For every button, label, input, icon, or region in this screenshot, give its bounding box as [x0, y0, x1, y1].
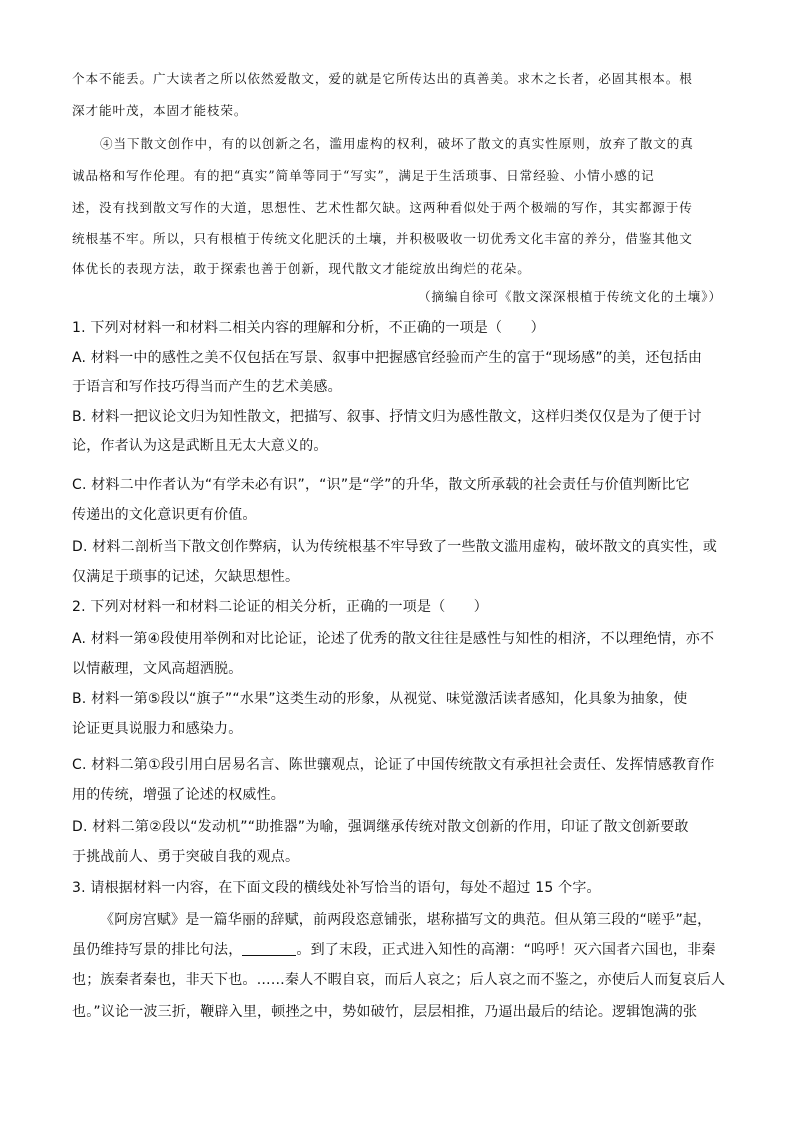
- question-2-option-b-cont: 论证更具说服力和感染力。: [72, 721, 243, 737]
- material-line: 诚品格和写作伦理。有的把“真实”简单等同于“写实”，满足于生活琐事、日常经验、小情小感的记: [72, 168, 655, 183]
- source-citation: （摘编自徐可《散文深深根植于传统文化的土壤》）: [417, 289, 722, 304]
- question-1: 1. 下列对材料一和材料二相关内容的理解和分析，不正确的一项是（ ）: [72, 320, 545, 336]
- answer-blank[interactable]: [242, 941, 296, 956]
- question-1-option-c-cont: 传递出的文化意识更有价值。: [72, 507, 257, 523]
- passage-text: 虽仍维持写景的排比句法，: [72, 942, 243, 958]
- question-1-option-a: A. 材料一中的感性之美不仅包括在写景、叙事中把握感官经验而产生的富于“现场感”的美，还包括由: [72, 350, 703, 366]
- question-2-option-d: D. 材料二第②段以“发动机”“助推器”为喻，强调继承传统对散文创新的作用，印证了散文创新要敢: [72, 819, 689, 835]
- question-3-passage-line: [72, 939, 716, 959]
- question-2-option-a-cont: 以情蔽理，文风高超洒脱。: [72, 661, 243, 677]
- question-2-option-d-cont: 于挑战前人、勇于突破自我的观点。: [72, 849, 300, 865]
- material-line: 体优长的表现方法，敢于探索也善于创新，现代散文才能绽放出绚烂的花朵。: [72, 261, 531, 276]
- question-2-option-c-cont: 用的传统，增强了论述的权威性。: [72, 787, 285, 803]
- question-2: 2. 下列对材料一和材料二论证的相关分析，正确的一项是（ ）: [72, 599, 489, 615]
- material-line: 个本不能丢。广大读者之所以依然爱散文，爱的就是它所传达出的真善美。求木之长者，必固其根本。根: [72, 71, 693, 86]
- question-2-option-c: C. 材料二第①段引用白居易名言、陈世骧观点，论证了中国传统散文有承担社会责任、发挥情感教育作: [72, 757, 715, 773]
- question-1-option-a-cont: 于语言和写作技巧得当而产生的艺术美感。: [72, 379, 342, 395]
- question-1-option-c: C. 材料二中作者认为“有学未必有识”，“识”是“学”的升华，散文所承载的社会责任与价值判断比它: [72, 477, 690, 493]
- material-line: 深才能叶茂，本固才能枝荣。: [72, 103, 248, 118]
- material-paragraph-4: ④当下散文创作中，有的以创新之名，滥用虚构的权利，破坏了散文的真实性原则，放弃了散文的真: [100, 136, 694, 151]
- question-3-passage-line: 也。”议论一波三折，鞭辟入里，顿挫之中，势如破竹，层层相推，乃逼出最后的结论。逻辑饱满的张: [72, 1004, 698, 1020]
- passage-text: 。到了末段，正式进入知性的高潮：“呜呼！灭六国者六国也，非秦: [296, 942, 716, 958]
- question-2-option-a: A. 材料一第④段使用举例和对比论证，论述了优秀的散文往往是感性与知性的相济，不以理绝情，亦不: [72, 631, 715, 647]
- question-2-option-b: B. 材料一第⑤段以“旗子”“水果”这类生动的形象，从视觉、味觉激活读者感知，化具象为抽象，使: [72, 691, 688, 707]
- question-3-passage-line: 也；族秦者秦也，非天下也。……秦人不暇自哀，而后人哀之；后人哀之而不鉴之，亦使后人而复哀后人: [72, 972, 726, 988]
- question-1-option-b: B. 材料一把议论文归为知性散文，把描写、叙事、抒情文归为感性散文，这样归类仅仅是为了便于讨: [72, 409, 702, 425]
- question-1-option-d-cont: 仅满足于琐事的记述，欠缺思想性。: [72, 569, 300, 585]
- question-1-option-d: D. 材料二剖析当下散文创作弊病，认为传统根基不牢导致了一些散文滥用虚构，破坏散文的真实性，或: [72, 539, 718, 555]
- question-3-passage: 《阿房宫赋》是一篇华丽的辞赋，前两段恣意铺张，堪称描写文的典范。但从第三段的“嗟乎”起，: [100, 912, 712, 928]
- material-line: 统根基不牢。所以，只有根植于传统文化肥沃的土壤，并积极吸收一切优秀文化丰富的养分，借鉴其他文: [72, 231, 693, 246]
- question-1-option-b-cont: 论，作者认为这是武断且无太大意义的。: [72, 438, 328, 454]
- material-line: 述，没有找到散文写作的大道，思想性、艺术性都欠缺。这两种看似处于两个极端的写作，其实都源于传: [72, 200, 693, 215]
- question-3: 3. 请根据材料一内容，在下面文段的横线处补写恰当的语句，每处不超过 15 个字。: [72, 880, 601, 896]
